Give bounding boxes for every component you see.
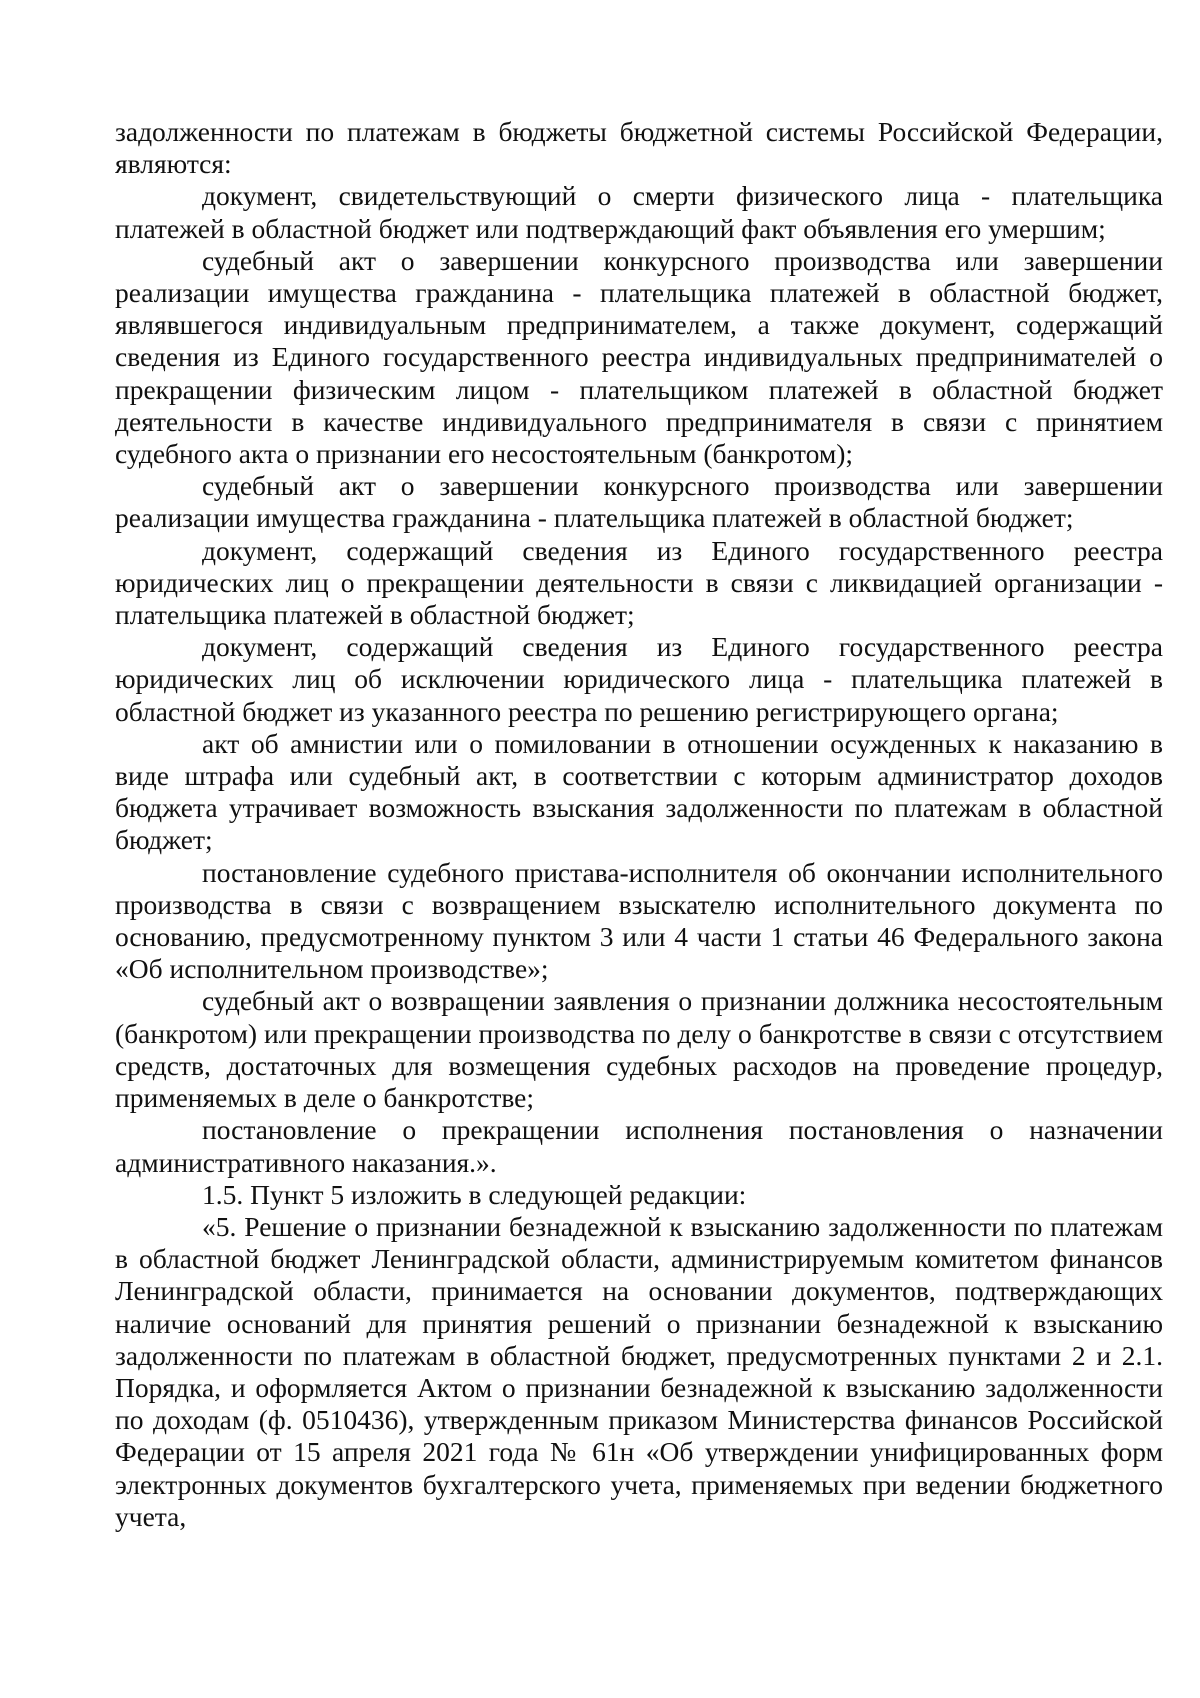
document-body <box>115 116 1163 1533</box>
paragraph-death-document: документ, свидетельствующий о смерти физического лица - плательщика платежей в областной бюджет или подтверждающий факт объявления его умершим; <box>115 180 1163 244</box>
paragraph-bankruptcy-entrepreneur: судебный акт о завершении конкурсного производства или завершении реализации имущества гражданина - плательщика платежей в областной бюджет, являвшегося индивидуальным предпринимателем, а также документ, содержащий сведения из Единого государственного реестра индивидуальных предпринимателей о прекращении физическим лицом - плательщиком платежей в областной бюджет деятельности в качестве индивидуального предпринимателя в связи с принятием судебного акта о признании его несостоятельным (банкротом); <box>115 244 1163 470</box>
paragraph-item-5: «5. Решение о признании безнадежной к взысканию задолженности по платежам в областной бюджет Ленинградской области, администрируемым комитетом финансов Ленинградской области, принимается на основании документов, подтверждающих наличие оснований для принятия решений о признании безнадежной к взысканию задолженности по платежам в областной бюджет, предусмотренных пунктами 2 и 2.1. Порядка, и оформляется Актом о признании безнадежной к взысканию задолженности по доходам (ф. 0510436), утвержденным приказом Министерства финансов Российской Федерации от 15 апреля 2021 года № 61н «Об утверждении унифицированных форм электронных документов бухгалтерского учета, применяемых при ведении бюджетного учета, <box>115 1210 1163 1532</box>
paragraph-continuation: задолженности по платежам в бюджеты бюджетной системы Российской Федерации, являются: <box>115 116 1163 180</box>
paragraph-bankruptcy-citizen: судебный акт о завершении конкурсного производства или завершении реализации имущества гражданина - плательщика платежей в областной бюджет; <box>115 470 1163 534</box>
paragraph-bailiff-resolution: постановление судебного пристава-исполнителя об окончании исполнительного производства в связи с возвращением взыскателю исполнительного документа по основанию, предусмотренному пунктом 3 или 4 части 1 статьи 46 Федерального закона «Об исполнительном производстве»; <box>115 856 1163 985</box>
paragraph-item-1-5: 1.5. Пункт 5 изложить в следующей редакции: <box>202 1178 747 1210</box>
paragraph-liquidation: документ, содержащий сведения из Единого государственного реестра юридических лиц о прекращении деятельности в связи с ликвидацией организации - плательщика платежей в областной бюджет; <box>115 534 1163 631</box>
paragraph-amnesty: акт об амнистии или о помиловании в отношении осужденных к наказанию в виде штрафа или судебный акт, в соответствии с которым администратор доходов бюджета утрачивает возможность взыскания задолженности по платежам в областной бюджет; <box>115 727 1163 856</box>
paragraph-return-application: судебный акт о возвращении заявления о признании должника несостоятельным (банкротом) или прекращении производства по делу о банкротстве в связи с отсутствием средств, достаточных для возмещения судебных расходов на проведение процедур, применяемых в деле о банкротстве; <box>115 985 1163 1114</box>
paragraph-exclusion: документ, содержащий сведения из Единого государственного реестра юридических лиц об исключении юридического лица - плательщика платежей в областной бюджет из указанного реестра по решению регистрирующего органа; <box>115 631 1163 727</box>
paragraph-termination-resolution: постановление о прекращении исполнения постановления о назначении административного наказания.». <box>115 1114 1163 1178</box>
